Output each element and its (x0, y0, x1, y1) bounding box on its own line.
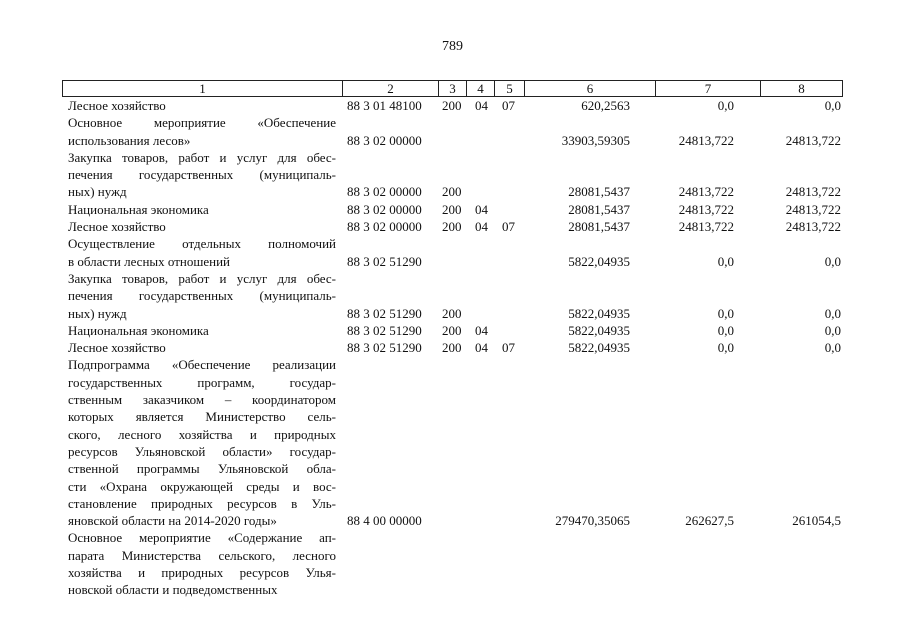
row-name-line: в области лесных отношений (68, 253, 231, 269)
row-col-8: 0,0 (824, 305, 841, 321)
header-col-4: 4 (467, 81, 495, 96)
row-col-6: 28081,5437 (568, 184, 630, 200)
row-col-6: 5822,04935 (568, 253, 630, 269)
row-col-8: 0,0 (824, 340, 841, 356)
row-name-line: Национальная экономика (68, 322, 209, 338)
row-code: 88 3 02 00000 (347, 132, 422, 148)
row-name (68, 201, 336, 218)
page-number: 789 (442, 39, 463, 54)
row-col-7: 24813,722 (678, 201, 734, 217)
row-name-line: яновской области на 2014-2020 годы» (68, 513, 277, 529)
row-name-line: Лесное хозяйство (68, 219, 166, 235)
row-name-line: которых является Министерство сель- (68, 409, 336, 425)
table-row (0, 322, 905, 339)
table-row (0, 114, 905, 149)
row-col-8: 0,0 (824, 98, 841, 113)
header-col-3: 3 (439, 81, 467, 96)
row-col-6: 28081,5437 (568, 201, 630, 217)
row-col-3: 200 (442, 340, 462, 356)
table-row (0, 97, 905, 114)
row-code: 88 3 02 00000 (347, 184, 422, 200)
row-name (68, 356, 336, 529)
row-name-line: сти «Охрана окружающей среды и вос- (68, 478, 336, 494)
row-col-3: 200 (442, 219, 462, 235)
row-code: 88 4 00 00000 (347, 513, 422, 529)
row-col-6: 33903,59305 (561, 132, 630, 148)
row-name-line: ского, лесного хозяйства и природных (68, 426, 336, 442)
row-name-line: Основное мероприятие «Содержание ап- (68, 530, 336, 546)
row-name-line: Осуществление отдельных полномочий (68, 236, 336, 252)
row-col-8: 24813,722 (785, 132, 841, 148)
table-row (0, 356, 905, 529)
row-col-5: 07 (502, 219, 515, 235)
row-col-7: 0,0 (717, 322, 734, 338)
table-header (62, 80, 843, 97)
row-col-3: 200 (442, 184, 462, 200)
header-col-1: 1 (63, 81, 343, 96)
row-col-5: 07 (502, 98, 515, 113)
row-col-8: 261054,5 (792, 513, 841, 529)
row-col-6: 28081,5437 (568, 219, 630, 235)
row-name-line: ственным заказчиком – координатором (68, 392, 336, 408)
row-name (68, 235, 336, 270)
row-name-line: Национальная экономика (68, 201, 209, 217)
row-name-line: Лесное хозяйство (68, 98, 166, 113)
row-code: 88 3 02 00000 (347, 219, 422, 235)
row-col-7: 24813,722 (678, 132, 734, 148)
row-col-4: 04 (475, 340, 488, 356)
table-row (0, 339, 905, 356)
row-name-line: ственной программы Ульяновской обла- (68, 461, 336, 477)
row-name-line: хозяйства и природных ресурсов Улья- (68, 565, 336, 581)
row-col-3: 200 (442, 322, 462, 338)
row-col-4: 04 (475, 322, 488, 338)
row-col-6: 5822,04935 (568, 305, 630, 321)
row-col-3: 200 (442, 98, 462, 113)
row-code: 88 3 02 51290 (347, 253, 422, 269)
header-col-8: 8 (798, 81, 805, 96)
row-col-3: 200 (442, 201, 462, 217)
row-col-4: 04 (475, 98, 488, 113)
header-col-5: 5 (495, 81, 525, 96)
row-name-line: Лесное хозяйство (68, 340, 166, 356)
row-name-line: печения государственных (муниципаль- (68, 167, 336, 183)
table-row (0, 529, 905, 598)
row-code: 88 3 02 51290 (347, 322, 422, 338)
table-row (0, 218, 905, 235)
header-col-7: 7 (656, 81, 761, 96)
row-col-8: 24813,722 (785, 184, 841, 200)
row-col-5: 07 (502, 340, 515, 356)
row-col-7: 24813,722 (678, 219, 734, 235)
row-col-7: 0,0 (717, 253, 734, 269)
row-name-line: Подпрограмма «Обеспечение реализации (68, 357, 336, 373)
row-name (68, 529, 336, 598)
row-code: 88 3 01 48100 (347, 98, 422, 113)
row-col-8: 0,0 (824, 253, 841, 269)
row-name (68, 149, 336, 201)
table-row (0, 201, 905, 218)
row-name-line: ных) нужд (68, 305, 127, 321)
row-name-line: становление природных ресурсов в Уль- (68, 495, 336, 511)
row-name (68, 218, 336, 235)
row-col-4: 04 (475, 201, 488, 217)
header-col-2: 2 (343, 81, 439, 96)
row-name-line: парата Министерства сельского, лесного (68, 547, 336, 563)
row-col-6: 620,2563 (581, 98, 630, 113)
row-name-line: печения государственных (муниципаль- (68, 288, 336, 304)
row-name-line: государственных программ, государ- (68, 374, 336, 390)
row-name-line: новской области и подведомственных (68, 582, 278, 598)
row-col-7: 0,0 (717, 305, 734, 321)
header-col-6: 6 (525, 81, 656, 96)
row-col-3: 200 (442, 305, 462, 321)
row-col-8: 24813,722 (785, 219, 841, 235)
table-row (0, 235, 905, 270)
row-code: 88 3 02 51290 (347, 340, 422, 356)
row-col-6: 5822,04935 (568, 340, 630, 356)
row-name-line: использования лесов» (68, 132, 191, 148)
row-name-line: ных) нужд (68, 184, 127, 200)
row-col-7: 0,0 (717, 340, 734, 356)
row-code: 88 3 02 00000 (347, 201, 422, 217)
row-col-7: 0,0 (717, 98, 734, 113)
row-name-line: Закупка товаров, работ и услуг для обес- (68, 149, 336, 165)
row-name (68, 322, 336, 339)
table-row (0, 149, 905, 201)
row-col-4: 04 (475, 219, 488, 235)
row-name (68, 339, 336, 356)
row-name-line: Закупка товаров, работ и услуг для обес- (68, 270, 336, 286)
row-name-line: Основное мероприятие «Обеспечение (68, 115, 336, 131)
row-col-8: 0,0 (824, 322, 841, 338)
row-col-6: 279470,35065 (555, 513, 630, 529)
table-row (0, 270, 905, 322)
row-name (68, 270, 336, 322)
row-name (68, 97, 336, 114)
row-code: 88 3 02 51290 (347, 305, 422, 321)
row-name-line: ресурсов Ульяновской области» государ- (68, 443, 336, 459)
row-col-7: 24813,722 (678, 184, 734, 200)
row-col-7: 262627,5 (685, 513, 734, 529)
row-col-6: 5822,04935 (568, 322, 630, 338)
table-body (0, 97, 905, 599)
row-name (68, 114, 336, 149)
row-col-8: 24813,722 (785, 201, 841, 217)
